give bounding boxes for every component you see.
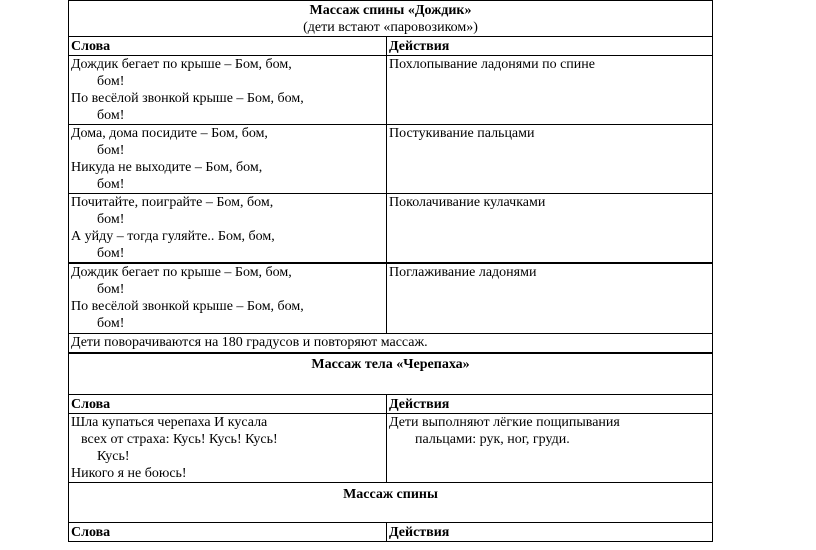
action-cell: Похлопывание ладонями по спине (387, 56, 713, 125)
section2-col-words: Слова (69, 394, 387, 413)
document-page (68, 0, 713, 542)
section1-col-actions: Действия (387, 37, 713, 56)
words-cell (69, 263, 387, 333)
section1-header-row (69, 37, 713, 56)
section2-header-row (69, 394, 713, 413)
verse-line: Дома, дома посидите – Бом, бом, (71, 126, 268, 141)
action-cell (387, 413, 713, 482)
verse-line: всех от страха: Кусь! Кусь! Кусь! (81, 431, 278, 447)
verse-line: Никого я не боюсь! (71, 465, 187, 481)
verse-line: бом! (97, 177, 125, 192)
section2-title-row (69, 353, 713, 395)
section2-title-cell (69, 353, 713, 395)
action-line: пальцами: рук, ног, груди. (415, 431, 570, 447)
section1-title-row (69, 1, 713, 37)
table-row (69, 413, 713, 482)
words-cell (69, 194, 387, 264)
table-row (69, 194, 713, 264)
section2-title: Массаж тела «Черепаха» (311, 356, 470, 372)
action-line: Дети выполняют лёгкие пощипывания (389, 414, 620, 430)
section1-subtitle: (дети встают «паровозиком») (303, 20, 478, 35)
section1-col-words: Слова (69, 37, 387, 56)
words-cell (69, 413, 387, 482)
section1-title: Массаж спины «Дождик» (309, 3, 472, 18)
section3-title: Массаж спины (343, 486, 438, 502)
verse-line: бом! (97, 108, 125, 123)
section3-col-words: Слова (69, 522, 387, 541)
section2-col-actions: Действия (387, 394, 713, 413)
section1-footer-row (69, 333, 713, 353)
verse-line: Никуда не выходите – Бом, бом, (71, 160, 263, 175)
verse-line: А уйду – тогда гуляйте.. Бом, бом, (71, 229, 275, 244)
verse-line: Кусь! (97, 448, 130, 464)
section3-title-cell (69, 482, 713, 522)
action-cell: Поколачивание кулачками (387, 194, 713, 264)
verse-line: По весёлой звонкой крыше – Бом, бом, (71, 91, 304, 106)
verse-line: Дождик бегает по крыше – Бом, бом, (71, 57, 292, 72)
verse-line: По весёлой звонкой крыше – Бом, бом, (71, 299, 304, 314)
section3-header-row (69, 522, 713, 541)
table-row (69, 125, 713, 194)
section3-col-actions: Действия (387, 522, 713, 541)
action-cell: Постукивание пальцами (387, 125, 713, 194)
section3-title-row (69, 482, 713, 522)
verse-line: бом! (97, 282, 125, 297)
verse-line: бом! (97, 74, 125, 89)
words-cell (69, 56, 387, 125)
massage-table (68, 0, 713, 542)
verse-line: Почитайте, поиграйте – Бом, бом, (71, 195, 274, 210)
section1-title-cell (69, 1, 713, 37)
words-cell (69, 125, 387, 194)
verse-line: бом! (97, 212, 125, 227)
verse-line: Шла купаться черепаха И кусала (71, 414, 268, 430)
verse-line: бом! (97, 246, 125, 261)
action-cell: Поглаживание ладонями (387, 263, 713, 333)
verse-line: Дождик бегает по крыше – Бом, бом, (71, 265, 292, 280)
table-row (69, 56, 713, 125)
table-row (69, 263, 713, 333)
verse-line: бом! (97, 143, 125, 158)
section1-footer: Дети поворачиваются на 180 градусов и повторяют массаж. (69, 333, 713, 353)
verse-line: бом! (97, 316, 125, 331)
